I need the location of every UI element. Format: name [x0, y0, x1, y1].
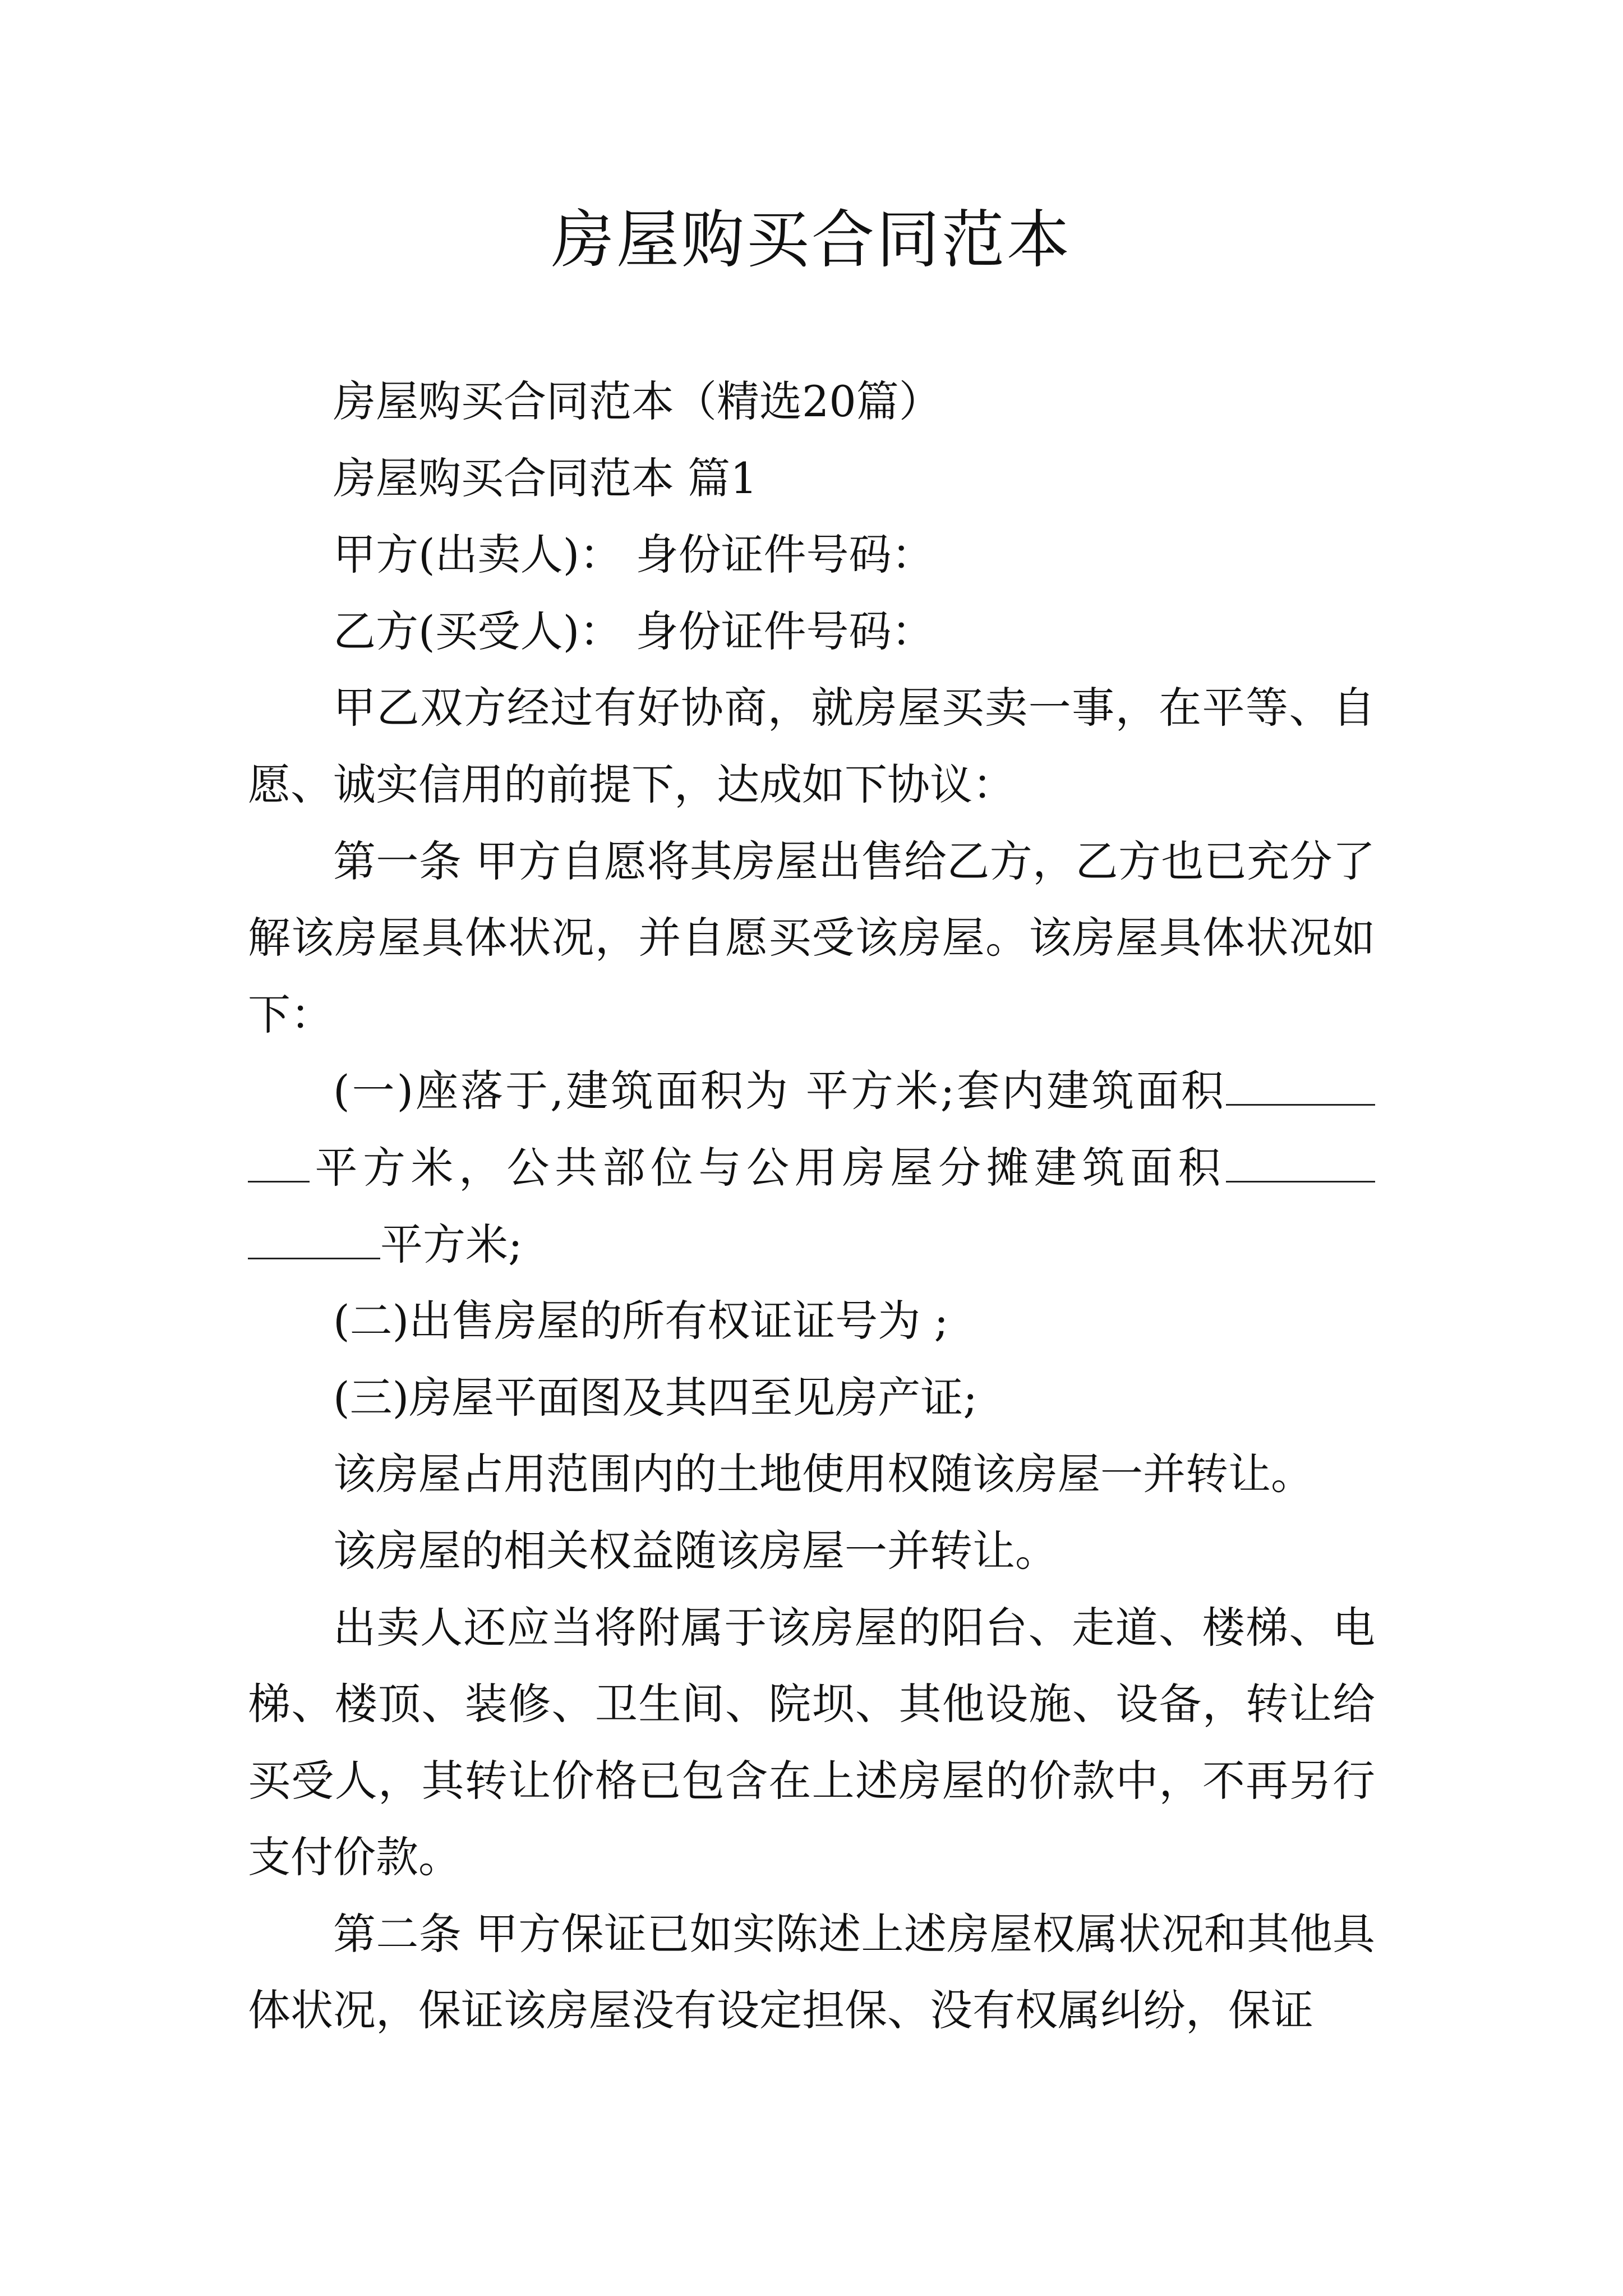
- blank-inner-area-a: [1226, 1068, 1375, 1106]
- paragraph-preamble: 甲乙双方经过有好协商，就房屋买卖一事，在平等、自愿、诚实信用的前提下，达成如下协议：: [248, 683, 1375, 809]
- paragraph-certificate: (二)出售房屋的所有权证证号为 ;: [333, 1296, 949, 1346]
- paragraph-party-b: 乙方(买受人)： 身份证件号码：: [333, 606, 934, 656]
- paragraph-article-1: 第一条 甲方自愿将其房屋出售给乙方，乙方也已充分了解该房屋具体状况，并自愿买受该房屋。该房屋具体状况如下：: [248, 836, 1375, 1039]
- blank-shared-area-b: [248, 1222, 380, 1259]
- paragraph-floor-plan: (三)房屋平面图及其四至见房产证;: [333, 1372, 978, 1423]
- paragraph-area-clause: [248, 1053, 1375, 1283]
- paragraph-attachments: 出卖人还应当将附属于该房屋的阳台、走道、楼梯、电梯、楼顶、装修、卫生间、院坝、其他设施、设备，转让给买受人，其转让价格已包含在上述房屋的价款中，不再另行支付价款。: [248, 1602, 1375, 1883]
- document-body: [248, 364, 1375, 2049]
- area-clause-part1: (一)座落于,建筑面积为 平方米;套内建筑面积: [333, 1066, 1226, 1116]
- paragraph-subtitle: 房屋购买合同范本（精选20篇）: [333, 376, 942, 426]
- area-clause-part3: 平方米;: [380, 1219, 523, 1269]
- area-clause-part2: 平方米，公共部位与公用房屋分摊建筑面积: [310, 1142, 1226, 1193]
- paragraph-rights: 该房屋的相关权益随该房屋一并转让。: [333, 1525, 1058, 1576]
- blank-shared-area-a: [1226, 1145, 1375, 1182]
- paragraph-section-heading: 房屋购买合同范本 篇1: [333, 453, 758, 503]
- paragraph-party-a: 甲方(出卖人)： 身份证件号码：: [333, 530, 934, 580]
- paragraph-land-use: 该房屋占用范围内的土地使用权随该房屋一并转让。: [333, 1449, 1313, 1499]
- blank-inner-area-b: [248, 1145, 310, 1182]
- document-title: 房屋购买合同范本: [551, 204, 1072, 277]
- paragraph-article-2: 第二条 甲方保证已如实陈述上述房屋权属状况和其他具体状况，保证该房屋没有设定担保、没有权属纠纷，保证: [248, 1908, 1375, 2036]
